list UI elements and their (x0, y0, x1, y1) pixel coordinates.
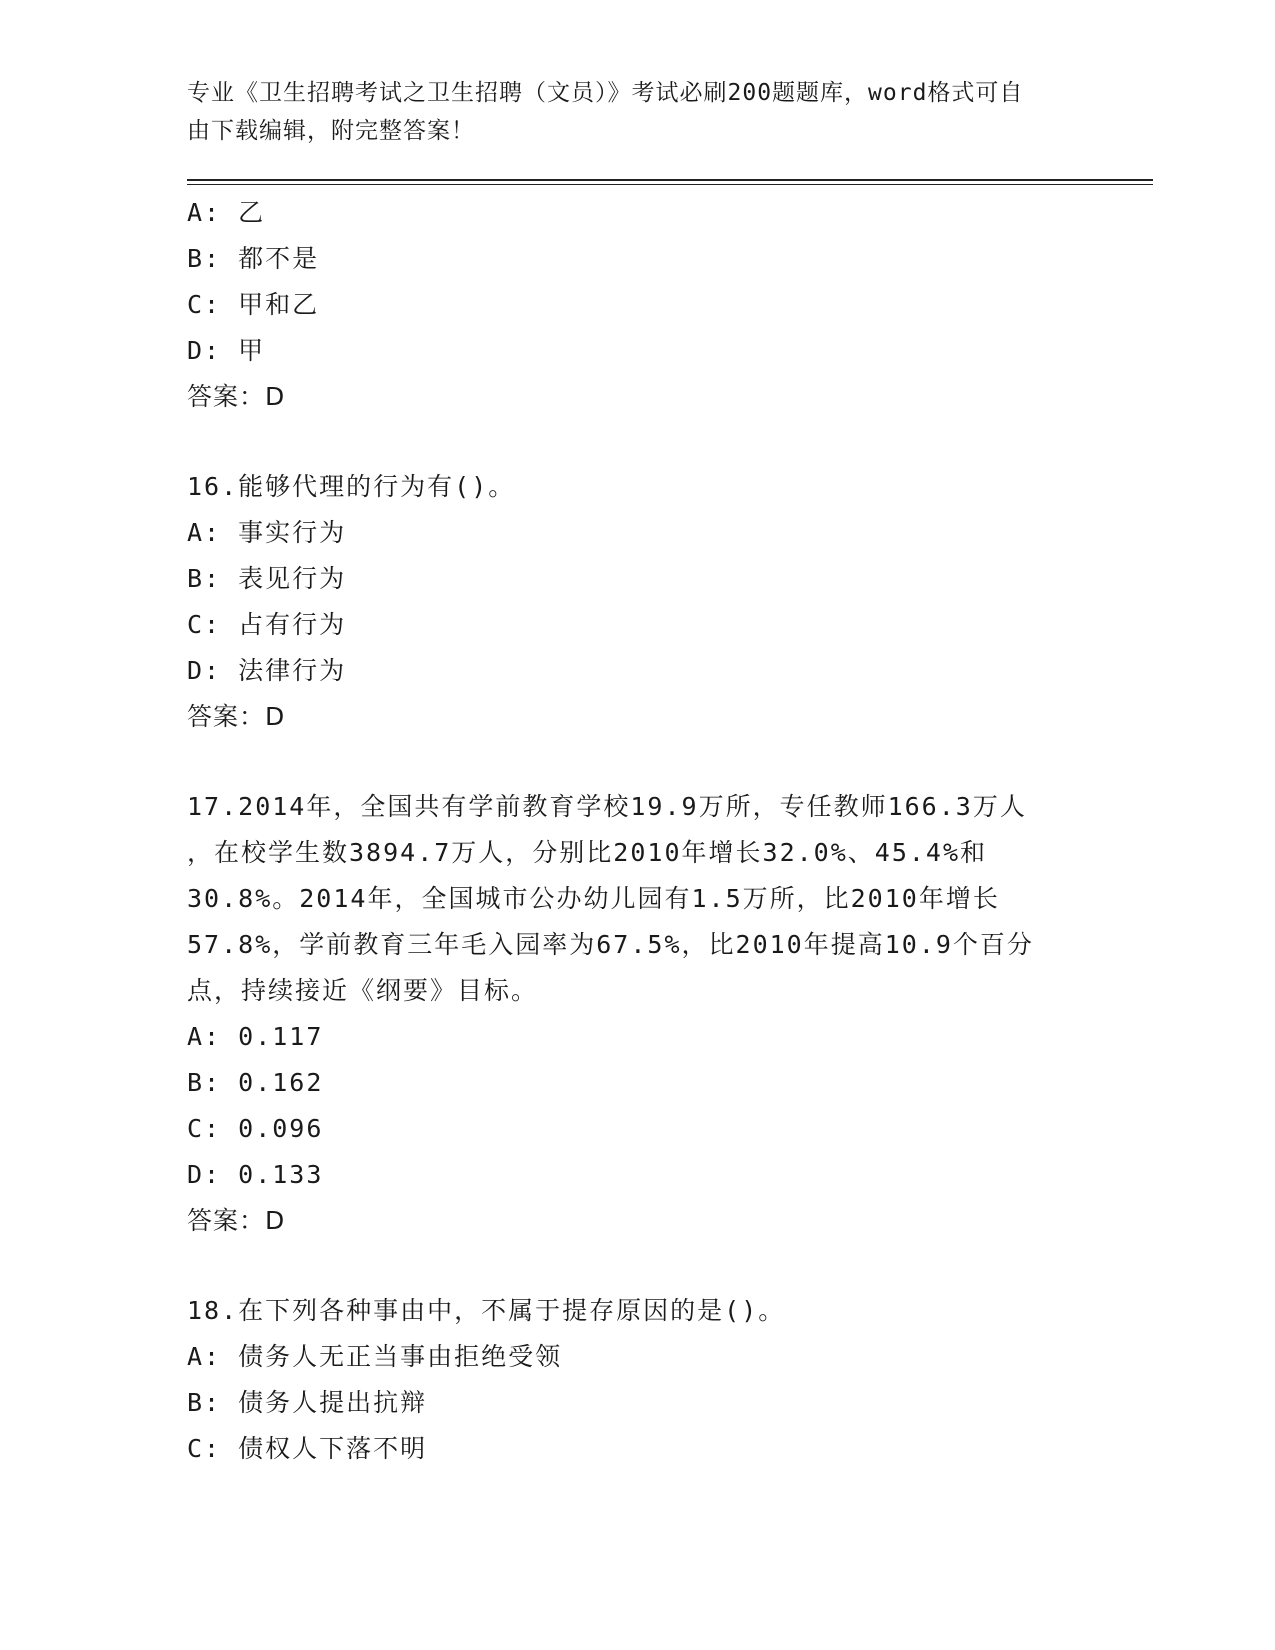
option-c: C: 0.096 (187, 1114, 324, 1143)
question-stem: 18.在下列各种事由中，不属于提存原因的是()。 (187, 1296, 786, 1325)
option-a: A: 债务人无正当事由拒绝受领 (187, 1342, 563, 1371)
option-a: A: 事实行为 (187, 518, 347, 547)
option-b: B: 表见行为 (187, 564, 347, 593)
document-header (187, 74, 1067, 150)
answer-line: 答案：D (187, 1206, 286, 1235)
spacer (187, 1244, 1067, 1288)
option-c: C: 甲和乙 (187, 290, 320, 319)
answer-line: 答案：D (187, 702, 286, 731)
question-stem (187, 784, 1067, 1014)
question-stem-line: 点，持续接近《纲要》目标。 (187, 976, 539, 1005)
header-divider-thin (187, 184, 1153, 185)
question-stem-line: 17.2014年，全国共有学前教育学校19.9万所，专任教师166.3万人 (187, 792, 1027, 821)
header-line-2: 由下载编辑，附完整答案！ (187, 118, 475, 144)
question-stem: 16.能够代理的行为有()。 (187, 472, 516, 501)
question-list (187, 190, 1067, 1472)
option-d: D: 0.133 (187, 1160, 324, 1189)
header-line-1: 专业《卫生招聘考试之卫生招聘（文员）》考试必刷200题题库，word格式可自 (187, 80, 1024, 106)
option-d: D: 甲 (187, 336, 266, 365)
spacer (187, 420, 1067, 464)
option-a: A: 乙 (187, 198, 266, 227)
option-b: B: 债务人提出抗辩 (187, 1388, 428, 1417)
option-b: B: 都不是 (187, 244, 320, 273)
option-c: C: 债权人下落不明 (187, 1434, 428, 1463)
question-block-prev (187, 190, 1067, 420)
question-block-16 (187, 464, 1067, 740)
question-stem-line: 57.8%，学前教育三年毛入园率为67.5%，比2010年提高10.9个百分 (187, 930, 1034, 959)
option-d: D: 法律行为 (187, 656, 347, 685)
question-stem-line: 30.8%。2014年，全国城市公办幼儿园有1.5万所，比2010年增长 (187, 884, 1000, 913)
question-block-17 (187, 784, 1067, 1244)
answer-line: 答案：D (187, 382, 286, 411)
option-c: C: 占有行为 (187, 610, 347, 639)
header-divider-thick (187, 179, 1153, 181)
option-b: B: 0.162 (187, 1068, 324, 1097)
option-a: A: 0.117 (187, 1022, 324, 1051)
spacer (187, 740, 1067, 784)
question-stem-line: ，在校学生数3894.7万人，分别比2010年增长32.0%、45.4%和 (187, 838, 988, 867)
question-block-18 (187, 1288, 1067, 1472)
